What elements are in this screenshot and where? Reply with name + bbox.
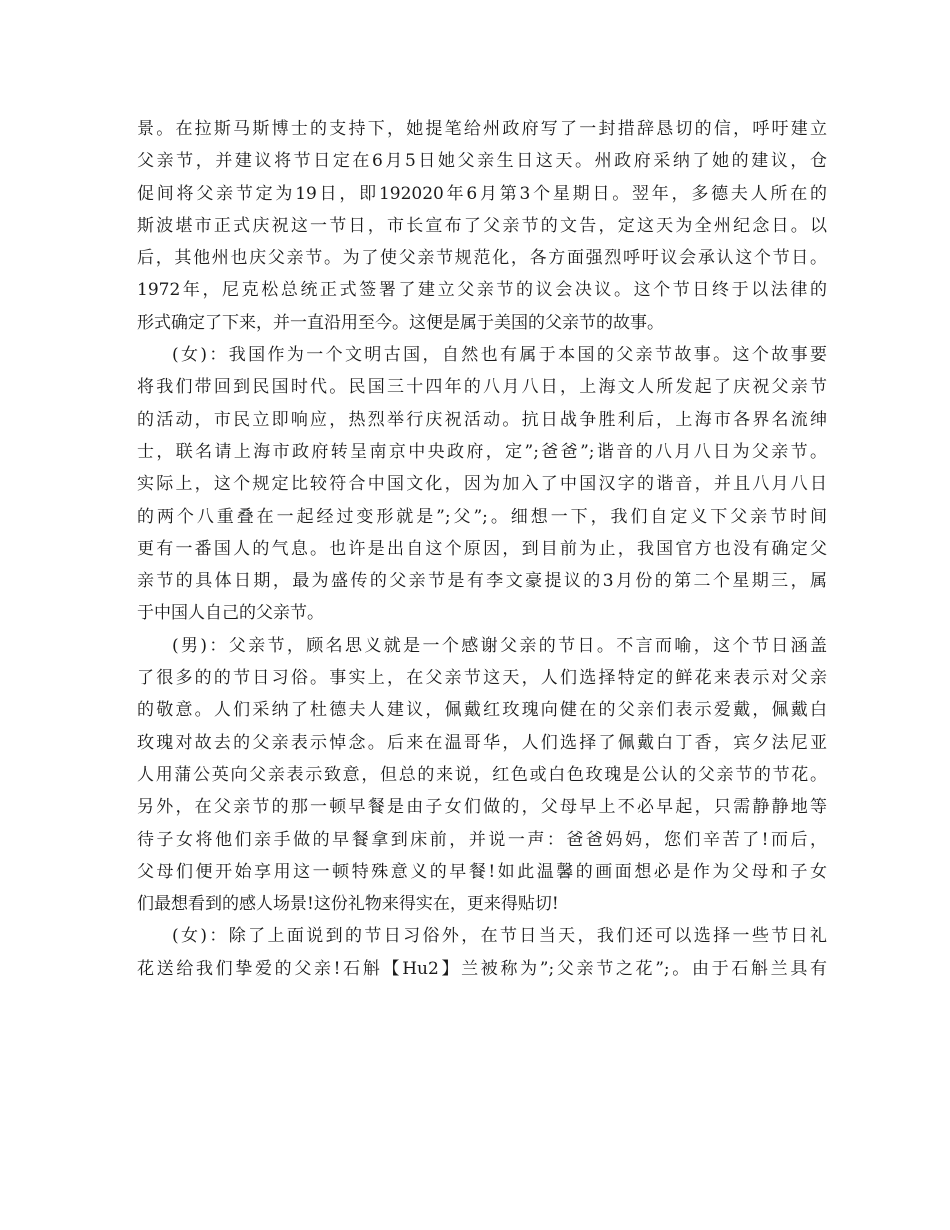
text-line: 促间将父亲节定为19日，即192020年6月第3个星期日。翌年，多德夫人所在的 — [137, 183, 827, 204]
text-line: 父亲节，并建议将节日定在6月5日她父亲生日这天。州政府采纳了她的建议，仓 — [137, 151, 827, 172]
text-line: 们最想看到的感人场景!这份礼物来得实在，更来得贴切! — [137, 894, 559, 915]
text-line: 父母们便开始享用这一顿特殊意义的早餐!如此温馨的画面想必是作为父母和子女 — [137, 861, 827, 882]
text-line: 的敬意。人们采纳了杜德夫人建议，佩戴红玫瑰向健在的父亲们表示爱戴，佩戴白 — [137, 700, 827, 721]
text-line: 更有一番国人的气息。也许是出自这个原因，到目前为止，我国官方也没有确定父 — [137, 538, 827, 559]
text-line: 形式确定了下来，并一直沿用至今。这便是属于美国的父亲节的故事。 — [137, 312, 664, 333]
text-line: 的活动，市民立即响应，热烈举行庆祝活动。抗日战争胜利后，上海市各界名流绅 — [137, 409, 827, 430]
text-line: 了很多的的节日习俗。事实上，在父亲节这天，人们选择特定的鲜花来表示对父亲 — [137, 668, 827, 689]
paragraph-first-line: (女)：我国作为一个文明古国，自然也有属于本国的父亲节故事。这个故事要 — [172, 345, 827, 366]
text-line: 待子女将他们亲手做的早餐拿到床前，并说一声：爸爸妈妈，您们辛苦了!而后， — [137, 829, 827, 850]
text-line: 将我们带回到民国时代。民国三十四年的八月八日，上海文人所发起了庆祝父亲节 — [137, 377, 827, 398]
text-line: 景。在拉斯马斯博士的支持下，她提笔给州政府写了一封措辞恳切的信，呼吁建立 — [137, 119, 827, 139]
text-line: 1972年，尼克松总统正式签署了建立父亲节的议会决议。这个节日终于以法律的 — [137, 280, 827, 301]
text-line: 人用蒲公英向父亲表示致意，但总的来说，红色或白色玫瑰是公认的父亲节的节花。 — [137, 764, 827, 785]
text-line: 另外，在父亲节的那一顿早餐是由子女们做的，父母早上不必早起，只需静静地等 — [137, 797, 827, 818]
paragraph-first-line: (女)：除了上面说到的节日习俗外，在节日当天，我们还可以选择一些节日礼 — [172, 926, 827, 947]
text-line: 玫瑰对故去的父亲表示悼念。后来在温哥华，人们选择了佩戴白丁香，宾夕法尼亚 — [137, 732, 827, 753]
text-line: 的两个八重叠在一起经过变形就是”;父”;。细想一下，我们自定义下父亲节时间 — [137, 506, 827, 527]
text-line: 亲节的具体日期，最为盛传的父亲节是有李文豪提议的3月份的第二个星期三，属 — [137, 571, 827, 592]
document-body — [137, 113, 827, 985]
text-line: 斯波堪市正式庆祝这一节日，市长宣布了父亲节的文告，定这天为全州纪念日。以 — [137, 215, 827, 236]
text-line: 实际上，这个规定比较符合中国文化，因为加入了中国汉字的谐音，并且八月八日 — [137, 474, 827, 495]
paragraph-first-line: (男)：父亲节，顾名思义就是一个感谢父亲的节日。不言而喻，这个节日涵盖 — [172, 635, 827, 656]
text-line: 花送给我们挚爱的父亲!石斛【Hu2】兰被称为”;父亲节之花”;。由于石斛兰具有 — [137, 958, 827, 979]
text-line: 后，其他州也庆父亲节。为了使父亲节规范化，各方面强烈呼吁议会承认这个节日。 — [137, 248, 827, 269]
text-line: 士，联名请上海市政府转呈南京中央政府，定”;爸爸”;谐音的八月八日为父亲节。 — [137, 441, 827, 462]
text-line: 于中国人自己的父亲节。 — [137, 603, 324, 624]
